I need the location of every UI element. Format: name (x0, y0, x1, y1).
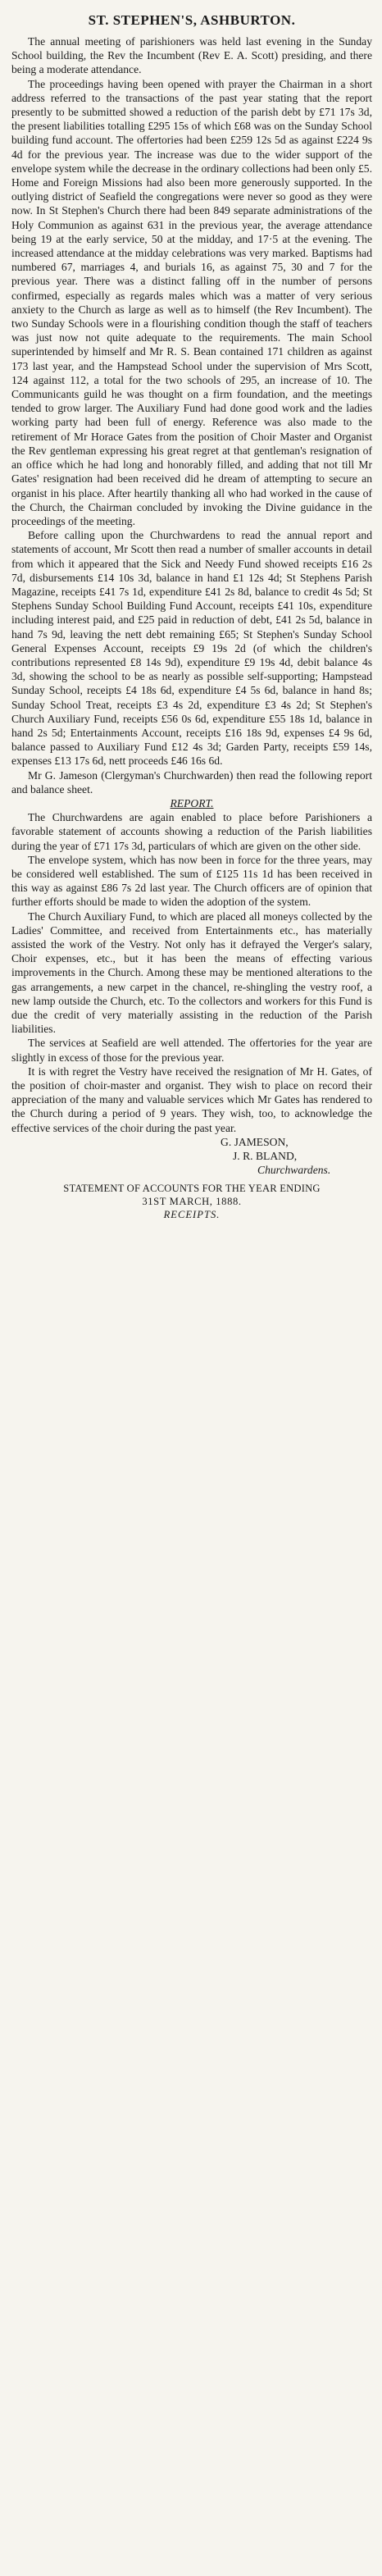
signature-jameson: G. JAMESON, (221, 1135, 289, 1148)
report-heading-text: REPORT. (170, 796, 214, 809)
statement-date: 31ST MARCH, 1888. (142, 1196, 242, 1208)
article-title: ST. STEPHEN'S, ASHBURTON. (88, 12, 296, 28)
report-paragraph-envelope-system: The envelope system, which has now been in force for the three years, may be considered well established. The sum of £125 11s 1d has been received in this way as against £86 7s 2d last year. The Church officers are of opinion that further efforts should be made to widen the adoption of the system. (11, 853, 372, 909)
paragraph-meeting-intro: The annual meeting of parishioners was held last evening in the Sunday School building, the Rev the Incumbent (Rev E. A. Scott) presiding, and there being a moderate attendance. (11, 35, 372, 76)
report-paragraph-seafield: The services at Seafield are well attended. The offertories for the year are slightly in excess of those for the previous year. (11, 1037, 372, 1064)
statement-title: STATEMENT OF ACCOUNTS FOR THE YEAR ENDING (63, 1183, 321, 1195)
signature-bland: J. R. BLAND, (233, 1150, 298, 1163)
statement-receipts-heading: RECEIPTS. (163, 1209, 221, 1221)
report-paragraph-resignation: It is with regret the Vestry have received the resignation of Mr H. Gates, of the position of choir-master and organist. They wish to place on record their appreciation of the many and valuable services which Mr Gates has rendered to the Church during a period of 9 years. They wish, too, to acknowledge the effective services of the choir during the past year. (11, 1065, 372, 1134)
report-paragraph-liabilities: The Churchwardens are again enabled to place before Parishioners a favorable statement of accounts showing a reduction of the Parish liabilities during the year of £71 17s 3d, particulars of which are given on the other side. (11, 811, 372, 852)
paragraph-jameson-report: Mr G. Jameson (Clergyman's Churchwarden) then read the following report and balance sheet. (11, 768, 372, 796)
report-heading (11, 796, 372, 810)
paragraph-smaller-accounts: Before calling upon the Churchwardens to read the annual report and statements of account, Mr Scott then read a number of smaller accounts in detail from which it appeared that the Sick and Needy Fund showed receipts £16 2s 7d, disbursements £14 10s 3d, balance in hand £1 12s 4d; St Stephens Parish Magazine, receipts £41 7s 1d, expenditure £41 2s 8d, balance to credit 4s 5d; St Stephens Sunday School Building Fund Account, receipts £41 10s, expenditure including interest paid, and £25 paid in reduction of debt, £41 2s 5d, balance in hand 7s 9d, leaving the nett debt remaining £65; St Stephen's Sunday School General Expenses Account, receipts £9 19s 2d (of which the children's contributions represented £8 14s 9d), expenditure £9 19s 4d, debit balance 4s 3d, showing the school to be as nearly as possible self-supporting; Hampstead Sunday School, receipts £4 18s 6d, expenditure £4 5s 6d, balance in hand 8s; Sunday School Treat, receipts £3 4s 2d, expenditure £3 4s 2d; St Stephen's Church Auxiliary Fund, receipts £56 0s 6d, expenditure £55 18s 1d, balance in hand 2s 5d; Entertainments Account, receipts £16 18s 9d, expenses £4 9s 6d, balance passed to Auxiliary Fund £12 4s 3d; Garden Party, receipts £59 14s, expenses £13 17s 6d, nett proceeds £46 16s 6d. (11, 529, 372, 768)
report-paragraph-auxiliary-fund: The Church Auxiliary Fund, to which are placed all moneys collected by the Ladies' Committee, and received from Entertainments etc., has materially assisted the work of the Vestry. Not only has it defrayed the Verger's salary, Choir expenses, etc., but it has been the means of effecting various improvements in the Church. Among these may be mentioned alterations to the gas arrangements, a new carpet in the chancel, re-shingling the vestry roof, a new lamp outside the Church, etc. To the collectors and workers for this Fund is due the credit of very materially assisting in the reduction of the Parish liabilities. (11, 910, 372, 1036)
signature-role: Churchwardens. (257, 1164, 331, 1177)
paragraph-chairman-address: The proceedings having been opened with prayer the Chairman in a short address referred to the transactions of the past year stating that the report presently to be submitted showed a reduction of the parish debt by £71 17s 3d, the present liabilities totalling £295 15s of which £68 was on the Sunday School building fund account. The offertories had been £259 12s 5d as against £224 9s 4d for the previous year. The increase was due to the wider support of the envelope system while the decrease in the ordinary collections had been only £5. Home and Foreign Missions had also been more generously supported. In the outlying district of Seafield the congregations were never so good as they were now. In St Stephen's Church there had been 849 separate administrations of the Holy Communion as against 631 in the previous year, the average attendance being 19 at the early service, 50 at the midday, and 17·5 at the evening. The increased attendance at the midday celebrations was very marked. Baptisms had numbered 67, marriages 4, and burials 16, as against 75, 30 and 7 for the previous year. There was a distinct falling off in the number of persons confirmed, especially as regards males which was a matter of very serious anxiety to the Church as large as well as to himself (the Rev Incumbent). The two Sunday Schools were in a flourishing condition though the staff of teachers was just now not quite adequate to the requirements. The main School superintended by himself and Mr R. S. Bean contained 171 children as against 173 last year, and the Hampstead School under the supervision of Mrs Scott, 124 against 112, a total for the two schools of 295, an increase of 10. The Communicants guild he was thought on a firm foundation, and the meetings tended to grow larger. The Auxiliary Fund had done good work and the ladies working party had been full of energy. Reference was also made to the retirement of Mr Horace Gates from the position of Choir Master and Organist the Rev gentleman expressing his great regret at that gentleman's resignation of an office which he had long and honorably filled, and adding that not till Mr Gates' resignation had been received did he dream of attempting to secure an organist in his place. After heartily thanking all who had worked in the cause of the Church, the Chairman concluded by invoking the Divine guidance in the proceedings of the meeting. (11, 77, 372, 527)
